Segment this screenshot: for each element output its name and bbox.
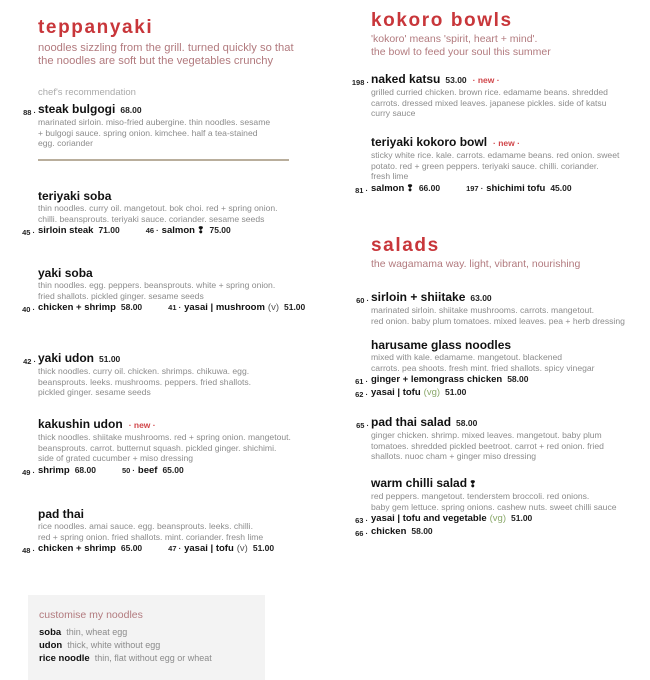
item-header (38, 508, 300, 521)
item-options (355, 373, 595, 387)
item-number: 41 · (168, 303, 182, 313)
menu-item (23, 102, 271, 149)
item-options (355, 512, 617, 526)
new-badge: · new · (493, 138, 520, 148)
item-description: thick noodles. shiitake mushrooms. red + spring onion. mangetout. (38, 432, 291, 442)
item-description: carrots. pea shoots. fresh mint. fried shallots. spicy vinegar (371, 362, 595, 373)
item-number: 66 · (355, 529, 368, 539)
item-description: red + spring onion. fried shallots. mint. coriander. fresh lime (38, 531, 264, 542)
option-name: yasai | tofu and vegetable (371, 513, 487, 525)
item-description: marinated sirloin. shiitake mushrooms. carrots. mangetout. (371, 305, 595, 315)
dietary-tag: (v) (267, 302, 279, 314)
item-options (355, 525, 617, 539)
item-header (351, 72, 608, 87)
option-name: chicken (371, 526, 407, 538)
menu-item (22, 266, 331, 315)
menu-item (22, 189, 278, 238)
menu-option[interactable] (22, 464, 96, 478)
option-name: sirloin steak (38, 225, 94, 237)
item-header (23, 102, 270, 117)
item-options (22, 301, 331, 315)
item-description: marinated sirloin. miso-fried aubergine. thin noodles. sesame (38, 117, 271, 127)
section-title: teppanyaki (38, 17, 154, 38)
item-description: beansprouts. leeks. mushrooms. peppers. fried shallots. (38, 376, 252, 387)
menu-item (351, 72, 608, 119)
item-number: 42 · (23, 357, 36, 366)
item-options (355, 182, 619, 196)
item-name: steak bulgogi (38, 102, 116, 116)
menu-item (355, 476, 617, 539)
option-name: yasai | tofu (371, 387, 421, 399)
item-description: thin noodles. egg. peppers. beansprouts. white + spring onion. (38, 280, 276, 290)
item-description: chilli. beansprouts. teriyaki sauce. coriander. sesame seeds (38, 213, 265, 224)
section-subtitle: 'kokoro' means 'spirit, heart + mind'. (371, 33, 538, 45)
option-price: 68.00 (74, 465, 96, 476)
menu-option[interactable] (122, 464, 184, 477)
menu-option[interactable] (22, 224, 120, 238)
dietary-tag: (vg) (489, 513, 507, 525)
item-number: 48 · (22, 546, 35, 556)
option-name: salmon (161, 225, 195, 237)
menu-item (355, 338, 595, 400)
new-badge: · new · (472, 75, 500, 85)
item-description: grilled curried chicken. brown rice. edamame beans. shredded (371, 87, 608, 97)
menu-option[interactable] (355, 386, 467, 400)
item-header (38, 190, 278, 203)
menu-option[interactable] (355, 182, 441, 196)
item-description: fried shallots. pickled ginger. sesame seeds (38, 290, 204, 301)
item-description: ginger chicken. shrimp. mixed leaves. mangetout. baby plum (371, 430, 602, 440)
noodle-name: udon (39, 640, 63, 651)
item-description: potato. red + green peppers. teriyaki sauce. chilli. coriander. (371, 160, 599, 171)
item-price: 58.00 (456, 418, 478, 428)
item-number: 62 · (355, 390, 368, 400)
item-description: carrots. dressed mixed leaves. japanese pickles. side of katsu (371, 97, 607, 108)
item-number: 46 · (145, 226, 159, 236)
item-name: harusame glass noodles (371, 338, 512, 352)
item-number: 45 · (22, 228, 35, 238)
option-price: 65.00 (120, 543, 143, 554)
item-description: egg. coriander (38, 138, 93, 149)
item-name: kakushin udon (38, 417, 123, 431)
dietary-tag: (v) (236, 543, 248, 555)
menu-option[interactable] (466, 182, 572, 195)
section-title: kokoro bowls (371, 10, 513, 31)
customise-title: customise my noodles (39, 609, 143, 621)
item-description: tomatoes. shredded pickled beetroot. carrot + red onion. fried (371, 440, 604, 451)
item-description: baby gem lettuce. spring onions. cashew nuts. sweet chilli sauce (371, 501, 617, 512)
item-description: red onion. baby plum tomatoes. mixed leaves. pea + herb dressing (371, 315, 625, 326)
option-price: 51.00 (511, 513, 533, 524)
section-subtitle: the bowl to feed your soul this summer (371, 46, 551, 58)
item-number: 198 · (351, 78, 369, 87)
section-subtitle: the noodles are soft but the vegetables crunchy (38, 55, 274, 67)
item-header (38, 418, 291, 432)
customise-noodles-box (28, 595, 265, 680)
spicy-icon: ❢ (406, 183, 414, 194)
item-name: sirloin + shiitake (371, 290, 466, 304)
item-name: teriyaki soba (38, 189, 112, 203)
item-number: 47 · (168, 544, 182, 554)
spicy-icon: ❢ (196, 225, 205, 236)
item-header (23, 351, 251, 366)
section-subtitle: noodles sizzling from the grill. turned quickly so that (38, 42, 294, 54)
item-options (355, 386, 595, 400)
item-options (22, 224, 278, 238)
item-description: fresh lime (371, 171, 409, 182)
menu-item (22, 507, 300, 556)
item-header (356, 290, 625, 305)
menu-item (23, 351, 252, 398)
menu-option[interactable] (355, 525, 433, 539)
item-header (38, 267, 331, 280)
item-description: beansprouts. carrot. butternut squash. pickled ginger. shichimi. (38, 442, 277, 453)
item-name: pad thai (38, 507, 85, 521)
item-description: red peppers. mangetout. tenderstem broccoli. red onions. (371, 491, 590, 501)
menu-option[interactable] (168, 301, 305, 314)
noodle-desc: thick, white without egg (67, 640, 161, 650)
divider (38, 159, 289, 161)
option-price: 66.00 (418, 183, 441, 194)
item-number: 81 · (355, 186, 368, 196)
menu-option[interactable] (22, 301, 143, 315)
spicy-icon: ❢ (469, 479, 477, 489)
item-description: thick noodles. curry oil. chicken. shrimps. chikuwa. egg. (38, 366, 250, 376)
noodle-option (39, 640, 160, 651)
item-price: 51.00 (99, 354, 121, 364)
option-price: 65.00 (162, 465, 184, 476)
menu-item (22, 417, 291, 478)
option-name: yasai | mushroom (184, 302, 265, 314)
option-name: shichimi tofu (486, 183, 546, 195)
item-header (356, 415, 604, 430)
noodle-option (39, 627, 127, 638)
item-name: yaki udon (38, 351, 95, 365)
option-price: 58.00 (120, 302, 143, 313)
menu-option[interactable] (168, 542, 274, 555)
option-price: 75.00 (209, 225, 231, 236)
item-number: 61 · (355, 377, 368, 387)
menu-option[interactable] (22, 542, 143, 556)
item-name: naked katsu (371, 72, 441, 86)
item-name: yaki soba (38, 266, 93, 280)
option-price: 51.00 (252, 543, 275, 554)
option-name: beef (137, 465, 158, 477)
option-name: ginger + lemongrass chicken (371, 374, 503, 386)
item-header (371, 339, 595, 352)
item-options (22, 464, 291, 478)
item-number: 60 · (356, 296, 369, 305)
noodle-name: rice noodle (39, 653, 90, 664)
menu-option[interactable] (355, 512, 533, 526)
option-price: 45.00 (550, 183, 572, 194)
menu-item (356, 290, 625, 326)
item-number: 88 · (23, 108, 36, 117)
option-price: 71.00 (98, 225, 120, 236)
noodle-option (39, 653, 212, 664)
item-header (371, 136, 619, 150)
item-description: + bulgogi sauce. spring onion. kimchee. half a tea-stained (38, 127, 258, 138)
item-number: 49 · (22, 468, 35, 478)
noodle-desc: thin, wheat egg (66, 627, 128, 637)
option-name: chicken + shrimp (38, 543, 116, 555)
option-name: salmon (371, 183, 405, 195)
item-number: 65 · (356, 421, 369, 430)
chefs-recommendation-label: chef's recommendation (38, 87, 136, 98)
new-badge: · new · (128, 420, 156, 430)
item-number: 40 · (22, 305, 35, 315)
item-description: rice noodles. amai sauce. egg. beansprouts. leeks. chilli. (38, 521, 253, 531)
menu-item (356, 415, 604, 462)
menu-option[interactable] (355, 373, 529, 387)
section-subtitle: the wagamama way. light, vibrant, nourishing (371, 258, 581, 270)
item-number: 197 · (466, 184, 484, 194)
item-name: teriyaki kokoro bowl (371, 135, 488, 149)
item-description: thin noodles. curry oil. mangetout. bok choi. red + spring onion. (38, 203, 278, 213)
item-number: 63 · (355, 516, 368, 526)
noodle-name: soba (39, 627, 62, 638)
item-number: 50 · (121, 466, 135, 476)
dietary-tag: (vg) (423, 387, 441, 399)
item-price: 63.00 (470, 293, 492, 303)
option-name: yasai | tofu (184, 543, 234, 555)
item-description: shallots. nuoc cham + ginger miso dressing (371, 451, 537, 462)
item-options (22, 542, 300, 556)
option-name: shrimp (38, 465, 70, 477)
item-name: pad thai salad (371, 415, 452, 429)
item-description: sticky white rice. kale. carrots. edamame beans. red onion. sweet (371, 150, 620, 160)
item-price: 53.00 (445, 75, 467, 85)
menu-item (355, 135, 620, 196)
item-header (371, 477, 617, 491)
item-description: curry sauce (371, 108, 416, 119)
section-title: salads (371, 235, 440, 256)
item-name: warm chilli salad (371, 476, 468, 490)
option-price: 51.00 (283, 302, 306, 313)
noodle-desc: thin, flat without egg or wheat (94, 653, 212, 663)
item-price: 68.00 (120, 105, 142, 115)
option-price: 58.00 (411, 526, 433, 537)
item-description: pickled ginger. sesame seeds (38, 387, 151, 398)
option-price: 51.00 (445, 387, 467, 398)
option-name: chicken + shrimp (38, 302, 116, 314)
item-description: mixed with kale. edamame. mangetout. blackened (371, 352, 563, 362)
menu-option[interactable] (146, 224, 231, 237)
option-price: 58.00 (507, 374, 529, 385)
item-description: side of grated cucumber + miso dressing (38, 453, 194, 464)
